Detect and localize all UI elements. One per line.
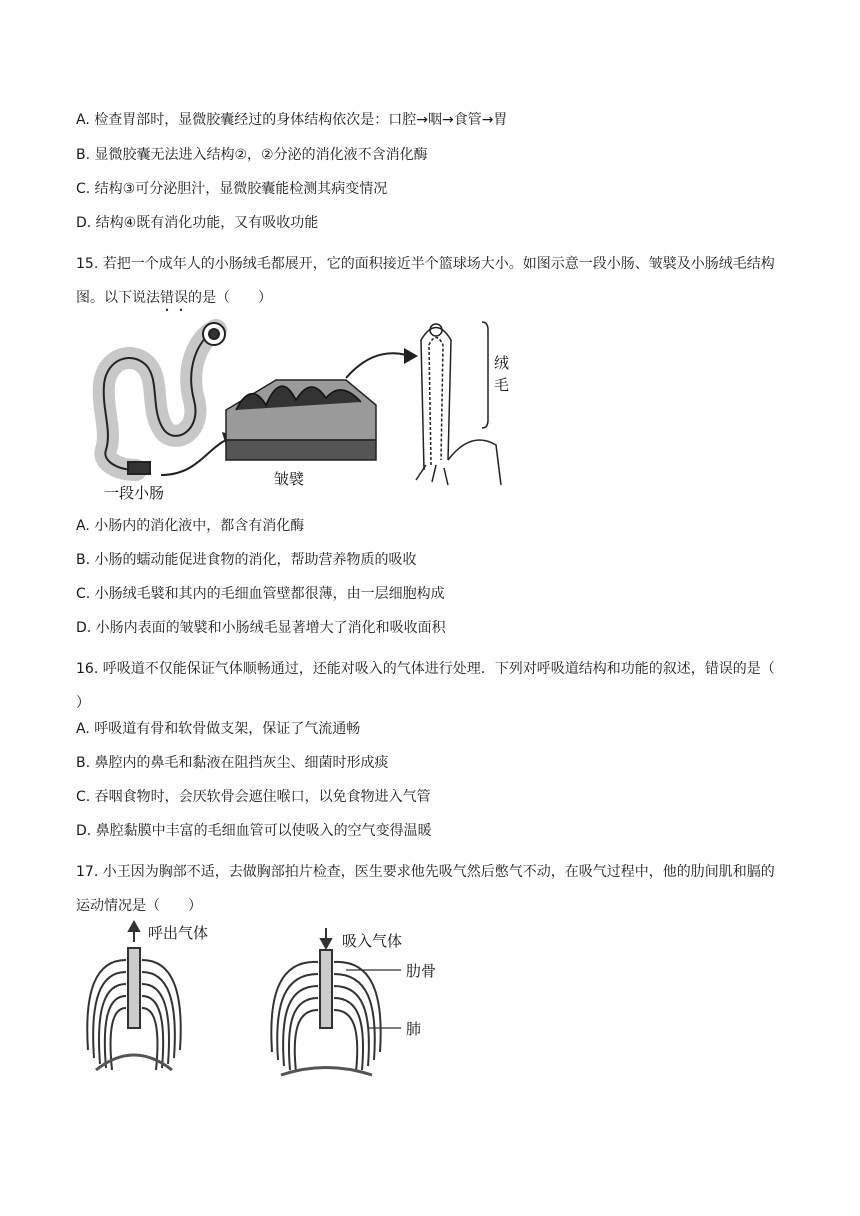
label-villus-2: 毛 xyxy=(494,376,510,394)
q17-stem-text: 小王因为胸部不适，去做胸部拍片检查，医生要求他先吸气然后憋气不动，在吸气过程中，他的肋间肌和膈的运动情况是（ ） xyxy=(76,864,775,914)
q14-option-c: C. 结构③可分泌胆汁，显微胶囊能检测其病变情况 xyxy=(76,181,388,197)
q17-stem xyxy=(76,855,784,923)
label-inhale: 吸入气体 xyxy=(342,932,403,950)
label-fold: 皱襞 xyxy=(274,470,305,488)
label-lung: 肺 xyxy=(406,1020,422,1038)
q15-option-c: C. 小肠绒毛襞和其内的毛细血管壁都很薄，由一层细胞构成 xyxy=(76,586,445,602)
q16-option-a: A. 呼吸道有骨和软骨做支架，保证了气流通畅 xyxy=(76,721,361,737)
label-rib: 肋骨 xyxy=(406,962,437,980)
q16-option-b: B. 鼻腔内的鼻毛和黏液在阻挡灰尘、细菌时形成痰 xyxy=(76,755,389,771)
q16-number: 16. xyxy=(76,661,99,677)
q15-emphasis-2: 误 xyxy=(174,290,188,306)
q15-stem xyxy=(76,247,784,315)
q15-figure xyxy=(76,310,526,510)
q15-stem-tail: 的是（ ） xyxy=(188,290,272,306)
fold-drawing xyxy=(226,380,376,460)
q16-option-c: C. 吞咽食物时，会厌软骨会遮住喉口，以免食物进入气管 xyxy=(76,789,431,805)
q17-figure xyxy=(76,920,456,1090)
label-small-intestine: 一段小肠 xyxy=(104,484,165,502)
q16-stem-text: 呼吸道不仅能保证气体顺畅通过，还能对吸入的气体进行处理．下列对呼吸道结构和功能的叙述，错误的是（ ） xyxy=(76,661,775,711)
small-intestine-drawing xyxy=(104,323,225,474)
q15-emphasis-1: 错 xyxy=(160,290,174,306)
q16-stem xyxy=(76,652,784,720)
label-villus-1: 绒 xyxy=(494,354,510,372)
q16-option-d: D. 鼻腔黏膜中丰富的毛细血管可以使吸入的空气变得温暖 xyxy=(76,823,432,839)
ribcage-exhale-drawing xyxy=(87,922,180,1070)
q14-option-d: D. 结构④既有消化功能，又有吸收功能 xyxy=(76,215,319,231)
q14-option-a: A. 检查胃部时，显微胶囊经过的身体结构依次是：口腔→咽→食管→胃 xyxy=(76,112,508,128)
label-exhale: 呼出气体 xyxy=(148,924,209,942)
q15-stem-text: 若把一个成年人的小肠绒毛都展开，它的面积接近半个篮球场大小。如图示意一段小肠、皱襞及小肠绒毛结构图。以下说法 xyxy=(76,256,775,306)
q15-option-b: B. 小肠的蠕动能促进食物的消化，帮助营养物质的吸收 xyxy=(76,552,417,568)
q15-number: 15. xyxy=(76,256,99,272)
q14-option-b: B. 显微胶囊无法进入结构②，②分泌的消化液不含消化酶 xyxy=(76,147,428,163)
villus-bracket xyxy=(482,322,488,428)
q15-option-d: D. 小肠内表面的皱襞和小肠绒毛显著增大了消化和吸收面积 xyxy=(76,620,446,636)
q15-option-a: A. 小肠内的消化液中，都含有消化酶 xyxy=(76,518,305,534)
arrow-2 xyxy=(346,353,406,378)
q17-number: 17. xyxy=(76,864,99,880)
